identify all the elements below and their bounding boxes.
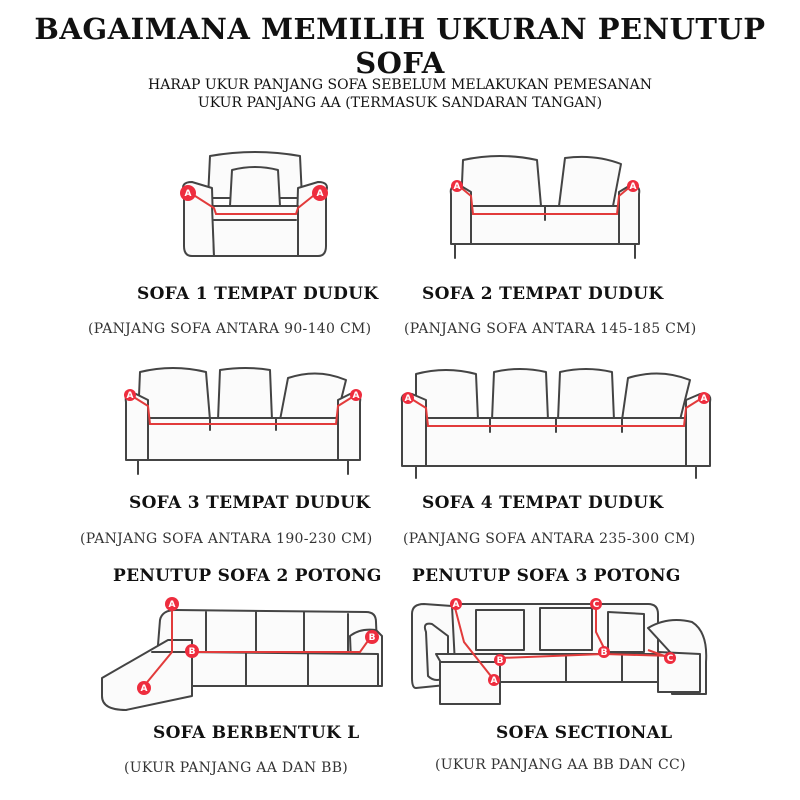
svg-text:B: B [496,656,504,666]
svg-text:A: A [629,182,637,192]
svg-text:A: A [140,684,148,694]
sofa-3-range: (PANJANG SOFA ANTARA 190-230 CM) [80,531,373,547]
sofa-1-label: SOFA 1 TEMPAT DUDUK [137,284,379,304]
svg-text:C: C [592,600,600,610]
marker-a-left [402,392,414,404]
marker-c-right [664,652,676,664]
svg-text:A: A [352,391,360,401]
svg-text:A: A [184,189,192,199]
marker-a-left [180,185,196,201]
marker-c-top [590,598,602,610]
sofa-2-label: SOFA 2 TEMPAT DUDUK [422,284,664,304]
marker-b-right [598,646,610,658]
svg-text:A: A [126,391,134,401]
l-shaped-sofa-label: SOFA BERBENTUK L [153,723,360,743]
svg-text:B: B [368,633,376,643]
marker-a-right [350,389,362,401]
marker-a-right [698,392,710,404]
marker-b-left [185,644,199,658]
svg-text:A: A [452,600,460,610]
marker-a-right [627,180,639,192]
sectional-sofa-range: (UKUR PANJANG AA BB DAN CC) [435,757,686,773]
three-piece-cover-heading: PENUTUP SOFA 3 POTONG [412,566,681,586]
svg-text:A: A [316,189,324,199]
sofa-4-label: SOFA 4 TEMPAT DUDUK [422,493,664,513]
instruction-line-2: UKUR PANJANG AA (TERMASUK SANDARAN TANGAN) [197,95,603,111]
marker-a-top [165,597,179,611]
svg-text:A: A [404,394,412,404]
marker-b-left [494,654,506,666]
marker-a-top [450,598,462,610]
svg-text:A: A [453,182,461,192]
two-piece-cover-heading: PENUTUP SOFA 2 POTONG [113,566,382,586]
marker-b-right [365,630,379,644]
one-seat-sofa-illustration [170,148,340,260]
l-shaped-sofa-illustration [96,592,396,716]
three-seat-sofa-illustration [118,362,368,477]
sofa-3-label: SOFA 3 TEMPAT DUDUK [129,493,371,513]
four-seat-sofa-illustration [396,362,716,482]
svg-text:B: B [600,648,608,658]
marker-a-right [312,185,328,201]
marker-a-bottom [488,674,500,686]
two-seat-sofa-illustration [445,150,645,262]
svg-text:C: C [666,654,674,664]
sofa-2-range: (PANJANG SOFA ANTARA 145-185 CM) [404,321,697,337]
instruction-line-1: HARAP UKUR PANJANG SOFA SEBELUM MELAKUKAN PEMESANAN [148,77,652,93]
marker-a-left [124,389,136,401]
svg-text:B: B [188,647,196,657]
sofa-1-range: (PANJANG SOFA ANTARA 90-140 CM) [88,321,372,337]
sectional-sofa-label: SOFA SECTIONAL [496,723,673,743]
sectional-sofa-illustration [408,592,713,716]
page-title: BAGAIMANA MEMILIH UKURAN PENUTUP SOFA [34,12,766,80]
marker-a-bottom [137,681,151,695]
svg-text:A: A [700,394,708,404]
l-shaped-sofa-range: (UKUR PANJANG AA DAN BB) [124,760,349,776]
svg-text:A: A [168,600,176,610]
svg-text:A: A [490,676,498,686]
marker-a-left [451,180,463,192]
sofa-4-range: (PANJANG SOFA ANTARA 235-300 CM) [403,531,696,547]
